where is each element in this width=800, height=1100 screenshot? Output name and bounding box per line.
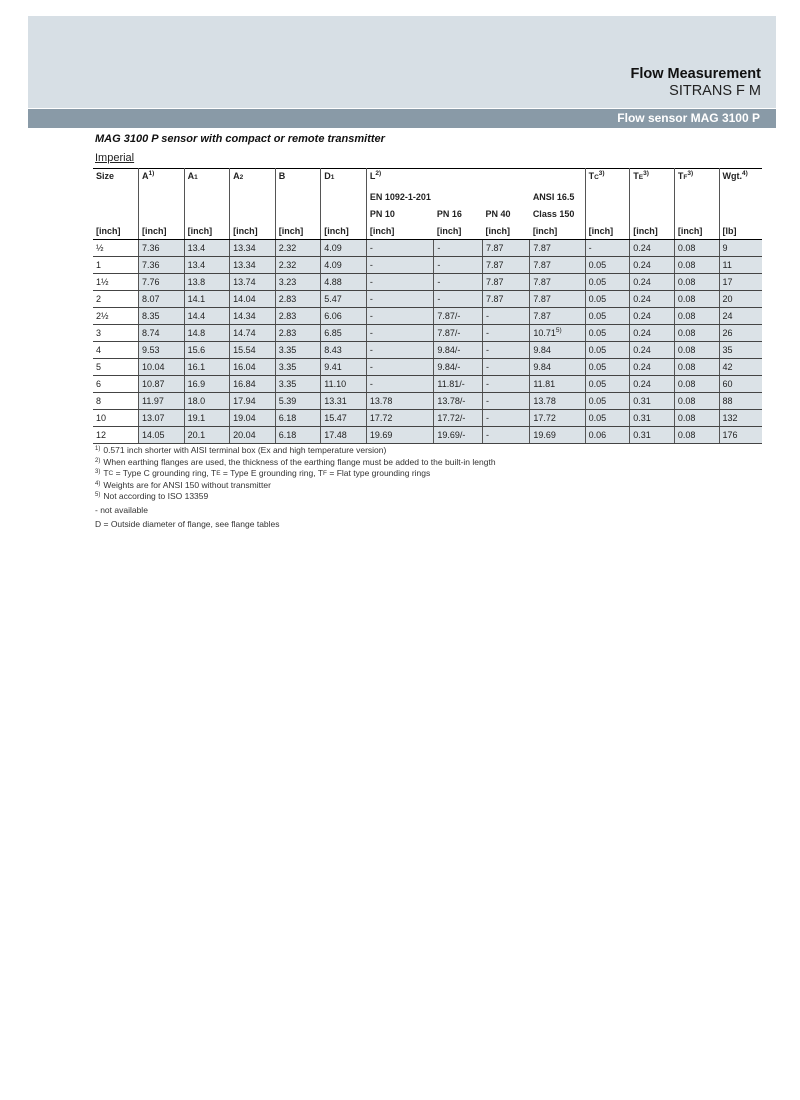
table-row	[93, 274, 762, 291]
cell-tc: 0.05	[585, 308, 630, 325]
cell-pn40: 7.87	[482, 274, 529, 291]
cell-pn10: -	[366, 257, 434, 274]
cell-tf: 0.08	[674, 376, 719, 393]
cell-a: 10.04	[139, 359, 185, 376]
cell-a1: 13.4	[184, 240, 230, 257]
cell-b: 2.83	[275, 291, 321, 308]
cell-pn10: -	[366, 291, 434, 308]
cell-tc: 0.05	[585, 291, 630, 308]
cell-a2: 19.04	[230, 410, 276, 427]
cell-tf: 0.08	[674, 257, 719, 274]
footnote: $^{4)}$ Weights are for ANSI 150 without transmitter	[95, 479, 271, 490]
unit-cell: [inch]	[93, 222, 139, 240]
cell-pn10: -	[366, 308, 434, 325]
cell-tc: -	[585, 240, 630, 257]
cell-a2: 20.04	[230, 427, 276, 444]
cell-te: 0.24	[630, 240, 675, 257]
unit-cell: [inch]	[366, 222, 434, 240]
table-row	[93, 240, 762, 257]
cell-pn40: -	[482, 376, 529, 393]
cell-pn16: 9.84/-	[434, 359, 483, 376]
cell-a: 8.07	[139, 291, 185, 308]
header-band	[28, 16, 776, 108]
cell-tc: 0.05	[585, 325, 630, 342]
cell-tf: 0.08	[674, 393, 719, 410]
cell-a: 7.36	[139, 240, 185, 257]
footnote: $^{3)}$ TC = Type C grounding ring, TE = Type E grounding ring, TF = Flat type grounding rings	[95, 468, 431, 479]
cell-tc: 0.05	[585, 274, 630, 291]
unit-cell: [lb]	[719, 222, 762, 240]
footnotes	[95, 445, 496, 530]
cell-wgt: 35	[719, 342, 762, 359]
cell-size: 10	[93, 410, 139, 427]
cell-b: 2.32	[275, 240, 321, 257]
units-label: Imperial	[95, 152, 135, 164]
cell-pn40: -	[482, 359, 529, 376]
cell-a2: 13.34	[230, 257, 276, 274]
cell-pn10: -	[366, 376, 434, 393]
cell-d1: 4.09	[321, 240, 367, 257]
cell-d1: 4.88	[321, 274, 367, 291]
cell-a1: 16.1	[184, 359, 230, 376]
table-row	[93, 308, 762, 325]
cell-a1: 14.8	[184, 325, 230, 342]
cell-a: 10.87	[139, 376, 185, 393]
cell-size: 3	[93, 325, 139, 342]
cell-pn10: -	[366, 342, 434, 359]
cell-pn10: 19.69	[366, 427, 434, 444]
section-bar	[28, 109, 776, 128]
cell-pn10: 13.78	[366, 393, 434, 410]
cell-wgt: 9	[719, 240, 762, 257]
cell-tc: 0.05	[585, 376, 630, 393]
cell-te: 0.24	[630, 257, 675, 274]
cell-pn16: 17.72/-	[434, 410, 483, 427]
cell-size: 8	[93, 393, 139, 410]
cell-a: 13.07	[139, 410, 185, 427]
cell-te: 0.24	[630, 325, 675, 342]
cell-tf: 0.08	[674, 325, 719, 342]
table-row	[93, 376, 762, 393]
cell-a1: 14.4	[184, 308, 230, 325]
col-size-header: Size	[96, 171, 115, 181]
dimensions-table	[93, 168, 762, 444]
footnote: $^{1)}$ 0.571 inch shorter with AISI terminal box (Ex and high temperature version)	[95, 445, 387, 455]
cell-wgt: 42	[719, 359, 762, 376]
cell-d1: 11.10	[321, 376, 367, 393]
cell-b: 3.23	[275, 274, 321, 291]
cell-pn40: 7.87	[482, 291, 529, 308]
table-body	[93, 240, 762, 444]
cell-cls150: 7.87	[530, 291, 585, 308]
cell-cls150: 7.87	[530, 257, 585, 274]
cell-size: 5	[93, 359, 139, 376]
cell-d1: 9.41	[321, 359, 367, 376]
unit-cell: [inch]	[184, 222, 230, 240]
class150-header: Class 150	[532, 208, 575, 219]
cell-a2: 15.54	[230, 342, 276, 359]
col-b-header: B	[275, 169, 321, 189]
cell-d1: 8.43	[321, 342, 367, 359]
cell-tc: 0.05	[585, 342, 630, 359]
cell-a: 9.53	[139, 342, 185, 359]
cell-pn40: -	[482, 427, 529, 444]
cell-pn16: 13.78/-	[434, 393, 483, 410]
cell-b: 2.83	[275, 308, 321, 325]
pn16-header: PN 16	[436, 208, 462, 219]
cell-tc: 0.06	[585, 427, 630, 444]
cell-pn40: -	[482, 308, 529, 325]
pn40-header: PN 40	[485, 208, 511, 219]
cell-size: 1½	[93, 274, 139, 291]
cell-te: 0.31	[630, 427, 675, 444]
cell-tf: 0.08	[674, 274, 719, 291]
col-a1-header: A1	[184, 169, 230, 189]
cell-te: 0.24	[630, 308, 675, 325]
cell-pn40: 7.87	[482, 257, 529, 274]
cell-te: 0.31	[630, 393, 675, 410]
cell-tf: 0.08	[674, 427, 719, 444]
cell-pn10: 17.72	[366, 410, 434, 427]
col-wgt-header: Wgt.$^{4)}$	[719, 169, 762, 189]
table-row	[93, 342, 762, 359]
cell-d1: 4.09	[321, 257, 367, 274]
cell-pn40: -	[482, 410, 529, 427]
table-row	[93, 325, 762, 342]
col-d1-header: D1	[321, 169, 367, 189]
cell-a2: 17.94	[230, 393, 276, 410]
cell-cls150: 13.78	[530, 393, 585, 410]
cell-d1: 6.85	[321, 325, 367, 342]
cell-a1: 14.1	[184, 291, 230, 308]
cell-cls150: 9.84	[530, 342, 585, 359]
cell-a1: 20.1	[184, 427, 230, 444]
cell-pn40: -	[482, 342, 529, 359]
cell-a1: 19.1	[184, 410, 230, 427]
cell-tf: 0.08	[674, 291, 719, 308]
cell-a: 14.05	[139, 427, 185, 444]
cell-wgt: 17	[719, 274, 762, 291]
cell-tc: 0.05	[585, 359, 630, 376]
cell-a2: 16.04	[230, 359, 276, 376]
cell-a2: 14.74	[230, 325, 276, 342]
cell-pn10: -	[366, 274, 434, 291]
cell-a2: 13.74	[230, 274, 276, 291]
cell-pn16: -	[434, 274, 483, 291]
cell-tc: 0.05	[585, 393, 630, 410]
cell-cls150: 7.87	[530, 308, 585, 325]
unit-cell: [inch]	[630, 222, 675, 240]
cell-te: 0.31	[630, 410, 675, 427]
cell-d1: 6.06	[321, 308, 367, 325]
col-tf-header: TF$^{3)}$	[674, 169, 719, 189]
cell-a1: 18.0	[184, 393, 230, 410]
table-row	[93, 291, 762, 308]
cell-wgt: 20	[719, 291, 762, 308]
cell-a2: 14.34	[230, 308, 276, 325]
cell-pn16: -	[434, 257, 483, 274]
col-l-header: $L^{2)}$	[366, 169, 434, 189]
cell-pn16: -	[434, 291, 483, 308]
table-row	[93, 393, 762, 410]
col-te-header: TE$^{3)}$	[630, 169, 675, 189]
cell-size: 6	[93, 376, 139, 393]
unit-cell: [inch]	[482, 222, 529, 240]
cell-a: 8.35	[139, 308, 185, 325]
cell-pn10: -	[366, 359, 434, 376]
cell-a: 7.76	[139, 274, 185, 291]
cell-pn40: -	[482, 325, 529, 342]
cell-size: 2	[93, 291, 139, 308]
header-row-ratings	[93, 205, 762, 222]
table-row	[93, 257, 762, 274]
cell-pn16: 9.84/-	[434, 342, 483, 359]
cell-pn10: -	[366, 325, 434, 342]
cell-te: 0.24	[630, 376, 675, 393]
col-l-header-cont	[434, 169, 483, 189]
cell-pn40: -	[482, 393, 529, 410]
unit-cell: [inch]	[275, 222, 321, 240]
cell-tf: 0.08	[674, 240, 719, 257]
cell-pn16: 7.87/-	[434, 308, 483, 325]
d-definition-note: D = Outside diameter of flange, see flange tables	[95, 518, 280, 529]
cell-d1: 13.31	[321, 393, 367, 410]
cell-wgt: 176	[719, 427, 762, 444]
col-a-header: $A^{1)}$	[139, 169, 185, 189]
cell-pn16: 19.69/-	[434, 427, 483, 444]
cell-te: 0.24	[630, 342, 675, 359]
cell-d1: 17.48	[321, 427, 367, 444]
pn10-header: PN 10	[366, 205, 434, 222]
header-row-units	[93, 222, 762, 240]
cell-wgt: 24	[719, 308, 762, 325]
unit-cell: [inch]	[585, 222, 630, 240]
cell-tf: 0.08	[674, 359, 719, 376]
cell-a: 8.74	[139, 325, 185, 342]
section-bar-label: Flow sensor MAG 3100 P	[617, 111, 760, 125]
header-row	[93, 169, 762, 189]
cell-d1: 15.47	[321, 410, 367, 427]
cell-a1: 13.4	[184, 257, 230, 274]
cell-a1: 15.6	[184, 342, 230, 359]
unit-cell: [inch]	[139, 222, 185, 240]
footnote: $^{5)}$ Not according to ISO 13359	[95, 491, 209, 502]
cell-pn10: -	[366, 240, 434, 257]
cell-wgt: 132	[719, 410, 762, 427]
unit-cell: [inch]	[321, 222, 367, 240]
cell-a1: 13.8	[184, 274, 230, 291]
ansi-standard-header: ANSI 16.5	[532, 191, 575, 202]
cell-cls150: 9.84	[530, 359, 585, 376]
cell-cls150: 7.87	[530, 274, 585, 291]
cell-te: 0.24	[630, 274, 675, 291]
cell-b: 2.32	[275, 257, 321, 274]
cell-tf: 0.08	[674, 308, 719, 325]
cell-cls150: 11.81	[530, 376, 585, 393]
cell-cls150: 7.87	[530, 240, 585, 257]
cell-pn16: -	[434, 240, 483, 257]
cell-b: 2.83	[275, 325, 321, 342]
cell-a1: 16.9	[184, 376, 230, 393]
cell-b: 3.35	[275, 342, 321, 359]
cell-te: 0.24	[630, 359, 675, 376]
col-a2-header: A2	[230, 169, 276, 189]
header-row-standards	[93, 188, 762, 205]
cell-d1: 5.47	[321, 291, 367, 308]
cell-wgt: 26	[719, 325, 762, 342]
cell-pn40: 7.87	[482, 240, 529, 257]
cell-size: 2½	[93, 308, 139, 325]
table-row	[93, 427, 762, 444]
col-l-header-cont	[482, 169, 529, 189]
cell-wgt: 11	[719, 257, 762, 274]
cell-b: 3.35	[275, 376, 321, 393]
cell-size: 1	[93, 257, 139, 274]
unit-cell: [inch]	[674, 222, 719, 240]
footnote: $^{2)}$ When earthing flanges are used, the thickness of the earthing flange must be added to the built-in length	[95, 456, 496, 467]
cell-tc: 0.05	[585, 257, 630, 274]
unit-cell: [inch]	[530, 222, 585, 240]
unit-cell: [inch]	[230, 222, 276, 240]
cell-tc: 0.05	[585, 410, 630, 427]
cell-cls150: 17.72	[530, 410, 585, 427]
page-subtitle: SITRANS F M	[669, 83, 761, 99]
cell-size: 12	[93, 427, 139, 444]
cell-size: 4	[93, 342, 139, 359]
col-l-header-cont	[530, 169, 585, 189]
cell-b: 6.18	[275, 410, 321, 427]
not-available-note: - not available	[95, 504, 148, 515]
cell-cls150: 10.71$^{5)}$	[530, 325, 585, 342]
cell-te: 0.24	[630, 291, 675, 308]
cell-b: 3.35	[275, 359, 321, 376]
cell-wgt: 88	[719, 393, 762, 410]
cell-a: 7.36	[139, 257, 185, 274]
table-row	[93, 410, 762, 427]
cell-pn16: 11.81/-	[434, 376, 483, 393]
cell-size: ½	[93, 240, 139, 257]
cell-a: 11.97	[139, 393, 185, 410]
cell-a2: 14.04	[230, 291, 276, 308]
page-title: Flow Measurement	[630, 66, 761, 82]
table-row	[93, 359, 762, 376]
cell-tf: 0.08	[674, 342, 719, 359]
cell-b: 5.39	[275, 393, 321, 410]
cell-a2: 16.84	[230, 376, 276, 393]
cell-pn16: 7.87/-	[434, 325, 483, 342]
en-standard-header: EN 1092-1-201	[366, 188, 434, 205]
unit-cell: [inch]	[434, 222, 483, 240]
cell-a2: 13.34	[230, 240, 276, 257]
cell-wgt: 60	[719, 376, 762, 393]
col-tc-header: TC$^{3)}$	[585, 169, 630, 189]
table-title: MAG 3100 P sensor with compact or remote transmitter	[95, 133, 385, 145]
cell-tf: 0.08	[674, 410, 719, 427]
cell-b: 6.18	[275, 427, 321, 444]
cell-cls150: 19.69	[530, 427, 585, 444]
